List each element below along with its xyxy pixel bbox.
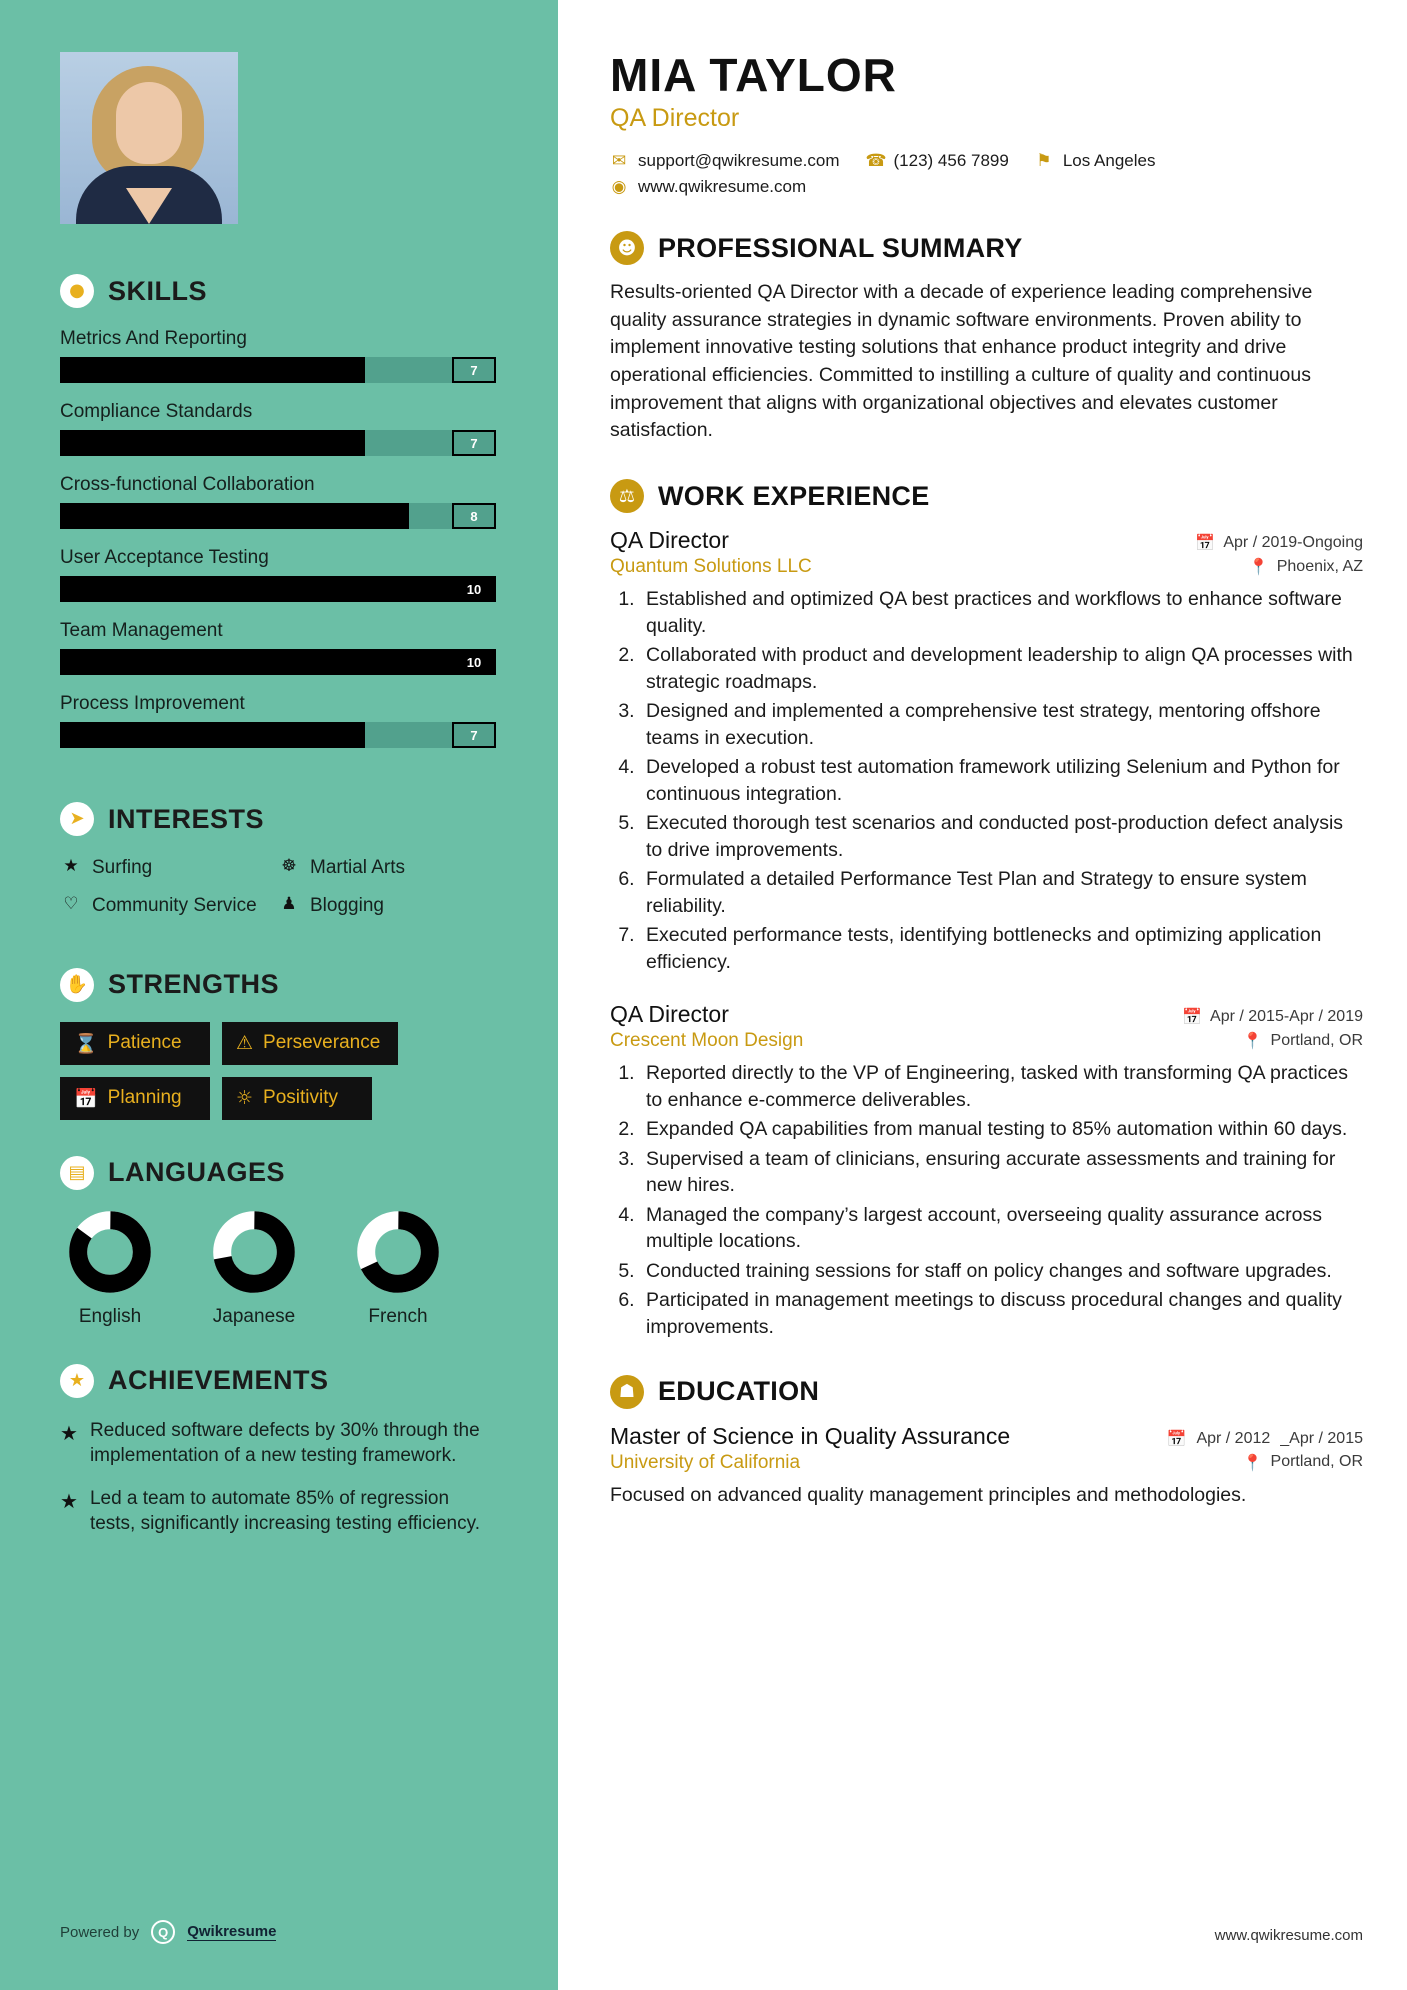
contact-phone-text: (123) 456 7899: [893, 151, 1009, 170]
star-rocket-icon: ★: [60, 1488, 78, 1513]
list-item: 7. Executed performance tests, identifying bottlenecks and optimizing application efficiency.: [640, 922, 1363, 975]
achievements-title: ACHIEVEMENTS: [108, 1365, 329, 1395]
skill-label: Team Management: [60, 620, 223, 641]
language-item: [60, 1210, 160, 1328]
skill-value: 8: [452, 503, 496, 529]
experience-date: [1182, 1007, 1363, 1026]
education-degree: Master of Science in Quality Assurance: [610, 1422, 1011, 1449]
skills-title: SKILLS: [108, 275, 208, 306]
skills-list: [60, 328, 496, 748]
language-label: English: [78, 1305, 142, 1327]
blogging-icon: ♟: [281, 893, 297, 914]
job-role-subtitle: QA Director: [610, 104, 740, 132]
skill-bar: [60, 722, 496, 748]
experience-title: WORK EXPERIENCE: [658, 480, 930, 511]
interest-item: [278, 894, 496, 918]
star-rocket-icon: ★: [60, 1420, 78, 1445]
briefcase-icon: ⚖: [610, 479, 644, 513]
contact-phone[interactable]: [866, 151, 1009, 171]
interest-label: Community Service: [92, 894, 257, 916]
achievements-heading: [60, 1364, 496, 1398]
strengths-title: STRENGTHS: [108, 969, 280, 999]
summary-heading: [610, 231, 1363, 265]
experience-location-text: Portland, OR: [1270, 1031, 1363, 1049]
skill-value: 10: [452, 649, 496, 675]
location-pin-icon: 📍: [1242, 1031, 1263, 1051]
contact-row-website: [610, 177, 1363, 197]
education-location: [1243, 1453, 1363, 1472]
lightbulb-icon: ●: [60, 274, 94, 308]
contact-email-text: support@qwikresume.com: [638, 151, 840, 170]
strength-item: [60, 1022, 210, 1065]
skill-value: 7: [452, 357, 496, 383]
experience-company: Crescent Moon Design: [610, 1030, 804, 1052]
star-icon: ★: [63, 856, 79, 876]
languages-list: [60, 1210, 496, 1328]
experience-duty-list: [640, 1060, 1363, 1340]
skill-bar: [60, 430, 496, 456]
contact-row-primary: [610, 151, 1363, 171]
experience-date-text: Apr / 2015-Apr / 2019: [1210, 1007, 1363, 1025]
strength-label: Patience: [107, 1032, 182, 1053]
strength-label: Positivity: [263, 1087, 339, 1108]
strength-item: [222, 1077, 372, 1120]
warning-icon: ⚠: [236, 1032, 254, 1054]
calendar-icon: 📅: [1195, 533, 1216, 553]
skill-label: Metrics And Reporting: [60, 328, 247, 349]
strengths-heading: [60, 968, 496, 1002]
list-item: 6. Participated in management meetings to discuss procedural changes and quality improvements.: [640, 1287, 1363, 1340]
list-item: 3. Designed and implemented a comprehensive test strategy, mentoring offshore teams in execution.: [640, 698, 1363, 751]
list-item: 1. Reported directly to the VP of Engineering, tasked with transforming QA practices to enhance e-commerce deliverables.: [640, 1060, 1363, 1113]
paper-plane-icon: ➤: [60, 802, 94, 836]
skill-bar: [60, 357, 496, 383]
language-donut-chart: [212, 1210, 296, 1294]
interest-item: [60, 894, 278, 918]
list-item: 4. Developed a robust test automation framework utilizing Selenium and Python for continuous integration.: [640, 754, 1363, 807]
experience-location: [1249, 557, 1363, 576]
language-donut-chart: [356, 1210, 440, 1294]
globe-icon: ◉: [611, 177, 627, 197]
calendar-icon: 📅: [1166, 1428, 1187, 1448]
education-dates: [1167, 1429, 1363, 1448]
interest-item: [278, 856, 496, 880]
experience-location: [1243, 1031, 1363, 1050]
experience-date-text: Apr / 2019-Ongoing: [1223, 533, 1363, 551]
sidebar: [0, 0, 558, 1990]
qwikresume-brand-link[interactable]: Qwikresume: [187, 1923, 277, 1940]
languages-heading: [60, 1156, 496, 1190]
strength-label: Perseverance: [263, 1032, 381, 1053]
phone-icon: ☎: [865, 151, 887, 171]
list-item: 5. Executed thorough test scenarios and conducted post-production defect analysis to drive improvements.: [640, 810, 1363, 863]
skill-item: [60, 547, 496, 602]
languages-title: LANGUAGES: [108, 1157, 286, 1187]
experience-duty-list: [640, 586, 1363, 975]
strengths-list: [60, 1022, 496, 1120]
skill-label: Compliance Standards: [60, 401, 253, 422]
calendar-icon: 📅: [74, 1087, 98, 1110]
skill-bar: [60, 649, 496, 675]
skill-item: [60, 328, 496, 383]
skill-item: [60, 693, 496, 748]
skill-bar: [60, 503, 496, 529]
skill-value: 7: [452, 430, 496, 456]
interest-label: Blogging: [310, 894, 384, 916]
calendar-icon: 📅: [1182, 1007, 1203, 1027]
interest-label: Martial Arts: [310, 857, 406, 878]
graduation-cap-icon: ☗: [610, 1375, 644, 1409]
contact-website[interactable]: [610, 177, 806, 197]
contact-email[interactable]: [610, 151, 840, 171]
star-badge-icon: ★: [60, 1364, 94, 1398]
page-title: MIA TAYLOR: [610, 49, 897, 101]
education-school: University of California: [610, 1451, 801, 1473]
language-label: French: [368, 1305, 428, 1327]
fist-icon: ✋: [60, 968, 94, 1002]
skill-label: Cross-functional Collaboration: [60, 474, 315, 495]
education-item: [610, 1423, 1363, 1509]
interests-heading: [60, 802, 496, 836]
list-item: 2. Collaborated with product and development leadership to align QA processes with strategic roadmaps.: [640, 642, 1363, 695]
education-date-end: _Apr / 2015: [1280, 1429, 1363, 1447]
achievement-text: Led a team to automate 85% of regression tests, significantly increasing testing efficiency.: [89, 1487, 480, 1534]
interests-title: INTERESTS: [108, 803, 265, 834]
location-pin-icon: ⚑: [1036, 151, 1052, 171]
skills-heading: [60, 274, 496, 308]
skill-item: [60, 474, 496, 529]
achievement-item: [60, 1418, 496, 1468]
id-card-icon: ▤: [60, 1156, 94, 1190]
location-pin-icon: 📍: [1248, 557, 1269, 577]
list-item: 5. Conducted training sessions for staff on policy changes and software upgrades.: [640, 1258, 1363, 1285]
experience-item: [610, 527, 1363, 975]
education-location-text: Portland, OR: [1270, 1453, 1363, 1470]
education-date-start: Apr / 2012: [1196, 1429, 1271, 1447]
skill-value: 7: [452, 722, 496, 748]
heart-hand-icon: ♡: [63, 893, 79, 914]
skill-value: 10: [452, 576, 496, 602]
powered-by: [60, 1920, 276, 1944]
experience-date: [1195, 533, 1363, 552]
language-item: [204, 1210, 304, 1328]
user-circle-icon: ☻: [610, 231, 644, 265]
skill-item: [60, 401, 496, 456]
location-pin-icon: 📍: [1242, 1452, 1263, 1472]
education-title: EDUCATION: [658, 1376, 820, 1406]
interest-item: [60, 856, 278, 880]
envelope-icon: ✉: [611, 151, 627, 171]
skill-bar: [60, 576, 496, 602]
experience-job-title: QA Director: [610, 527, 729, 554]
powered-by-label: Powered by: [60, 1923, 140, 1941]
education-heading: [610, 1375, 1363, 1409]
interest-label: Surfing: [92, 857, 153, 878]
hourglass-icon: ⌛: [74, 1032, 98, 1055]
summary-title: PROFESSIONAL SUMMARY: [658, 232, 1023, 263]
contact-location: [1035, 151, 1156, 171]
achievements-list: [60, 1418, 496, 1536]
language-item: [348, 1210, 448, 1328]
experience-item: [610, 1001, 1363, 1340]
language-label: Japanese: [212, 1305, 296, 1327]
skill-item: [60, 620, 496, 675]
education-description: Focused on advanced quality management principles and methodologies.: [610, 1483, 1247, 1506]
skill-label: Process Improvement: [60, 693, 245, 714]
list-item: 1. Established and optimized QA best practices and workflows to enhance software quality.: [640, 586, 1363, 639]
contact-website-text: www.qwikresume.com: [638, 177, 807, 196]
skill-label: User Acceptance Testing: [60, 547, 269, 568]
strength-item: [222, 1022, 398, 1065]
main-column: [558, 0, 1407, 1990]
summary-text: Results-oriented QA Director with a decade of experience leading comprehensive quality assurance strategies in dynamic software environments. Proven ability to implement innovative testing solutions that enhance product integrity and drive operational efficiencies. Committed to instilling a culture of quality and continuous improvement that aligns with organizational objectives and elevates customer satisfaction.: [610, 281, 1313, 442]
list-item: 6. Formulated a detailed Performance Test Plan and Strategy to ensure system reliability.: [640, 866, 1363, 919]
language-donut-chart: [68, 1210, 152, 1294]
footer-website: www.qwikresume.com: [1214, 1927, 1363, 1944]
contact-location-text: Los Angeles: [1062, 151, 1156, 170]
avatar: [60, 52, 238, 224]
sun-icon: ☼: [236, 1087, 254, 1109]
martial-arts-icon: ☸: [281, 856, 297, 876]
qwikresume-logo-icon: Q: [151, 1920, 175, 1944]
experience-location-text: Phoenix, AZ: [1276, 557, 1363, 575]
achievement-item: [60, 1486, 496, 1536]
interests-list: [60, 856, 496, 932]
experience-job-title: QA Director: [610, 1001, 729, 1028]
experience-company: Quantum Solutions LLC: [610, 556, 812, 578]
strength-item: [60, 1077, 210, 1120]
list-item: 2. Expanded QA capabilities from manual testing to 85% automation within 60 days.: [640, 1116, 1363, 1143]
list-item: 3. Supervised a team of clinicians, ensuring accurate assessments and training for new hires.: [640, 1146, 1363, 1199]
experience-heading: [610, 479, 1363, 513]
achievement-text: Reduced software defects by 30% through the implementation of a new testing framework.: [89, 1419, 480, 1466]
list-item: 4. Managed the company’s largest account, overseeing quality assurance across multiple locations.: [640, 1202, 1363, 1255]
strength-label: Planning: [107, 1087, 182, 1108]
